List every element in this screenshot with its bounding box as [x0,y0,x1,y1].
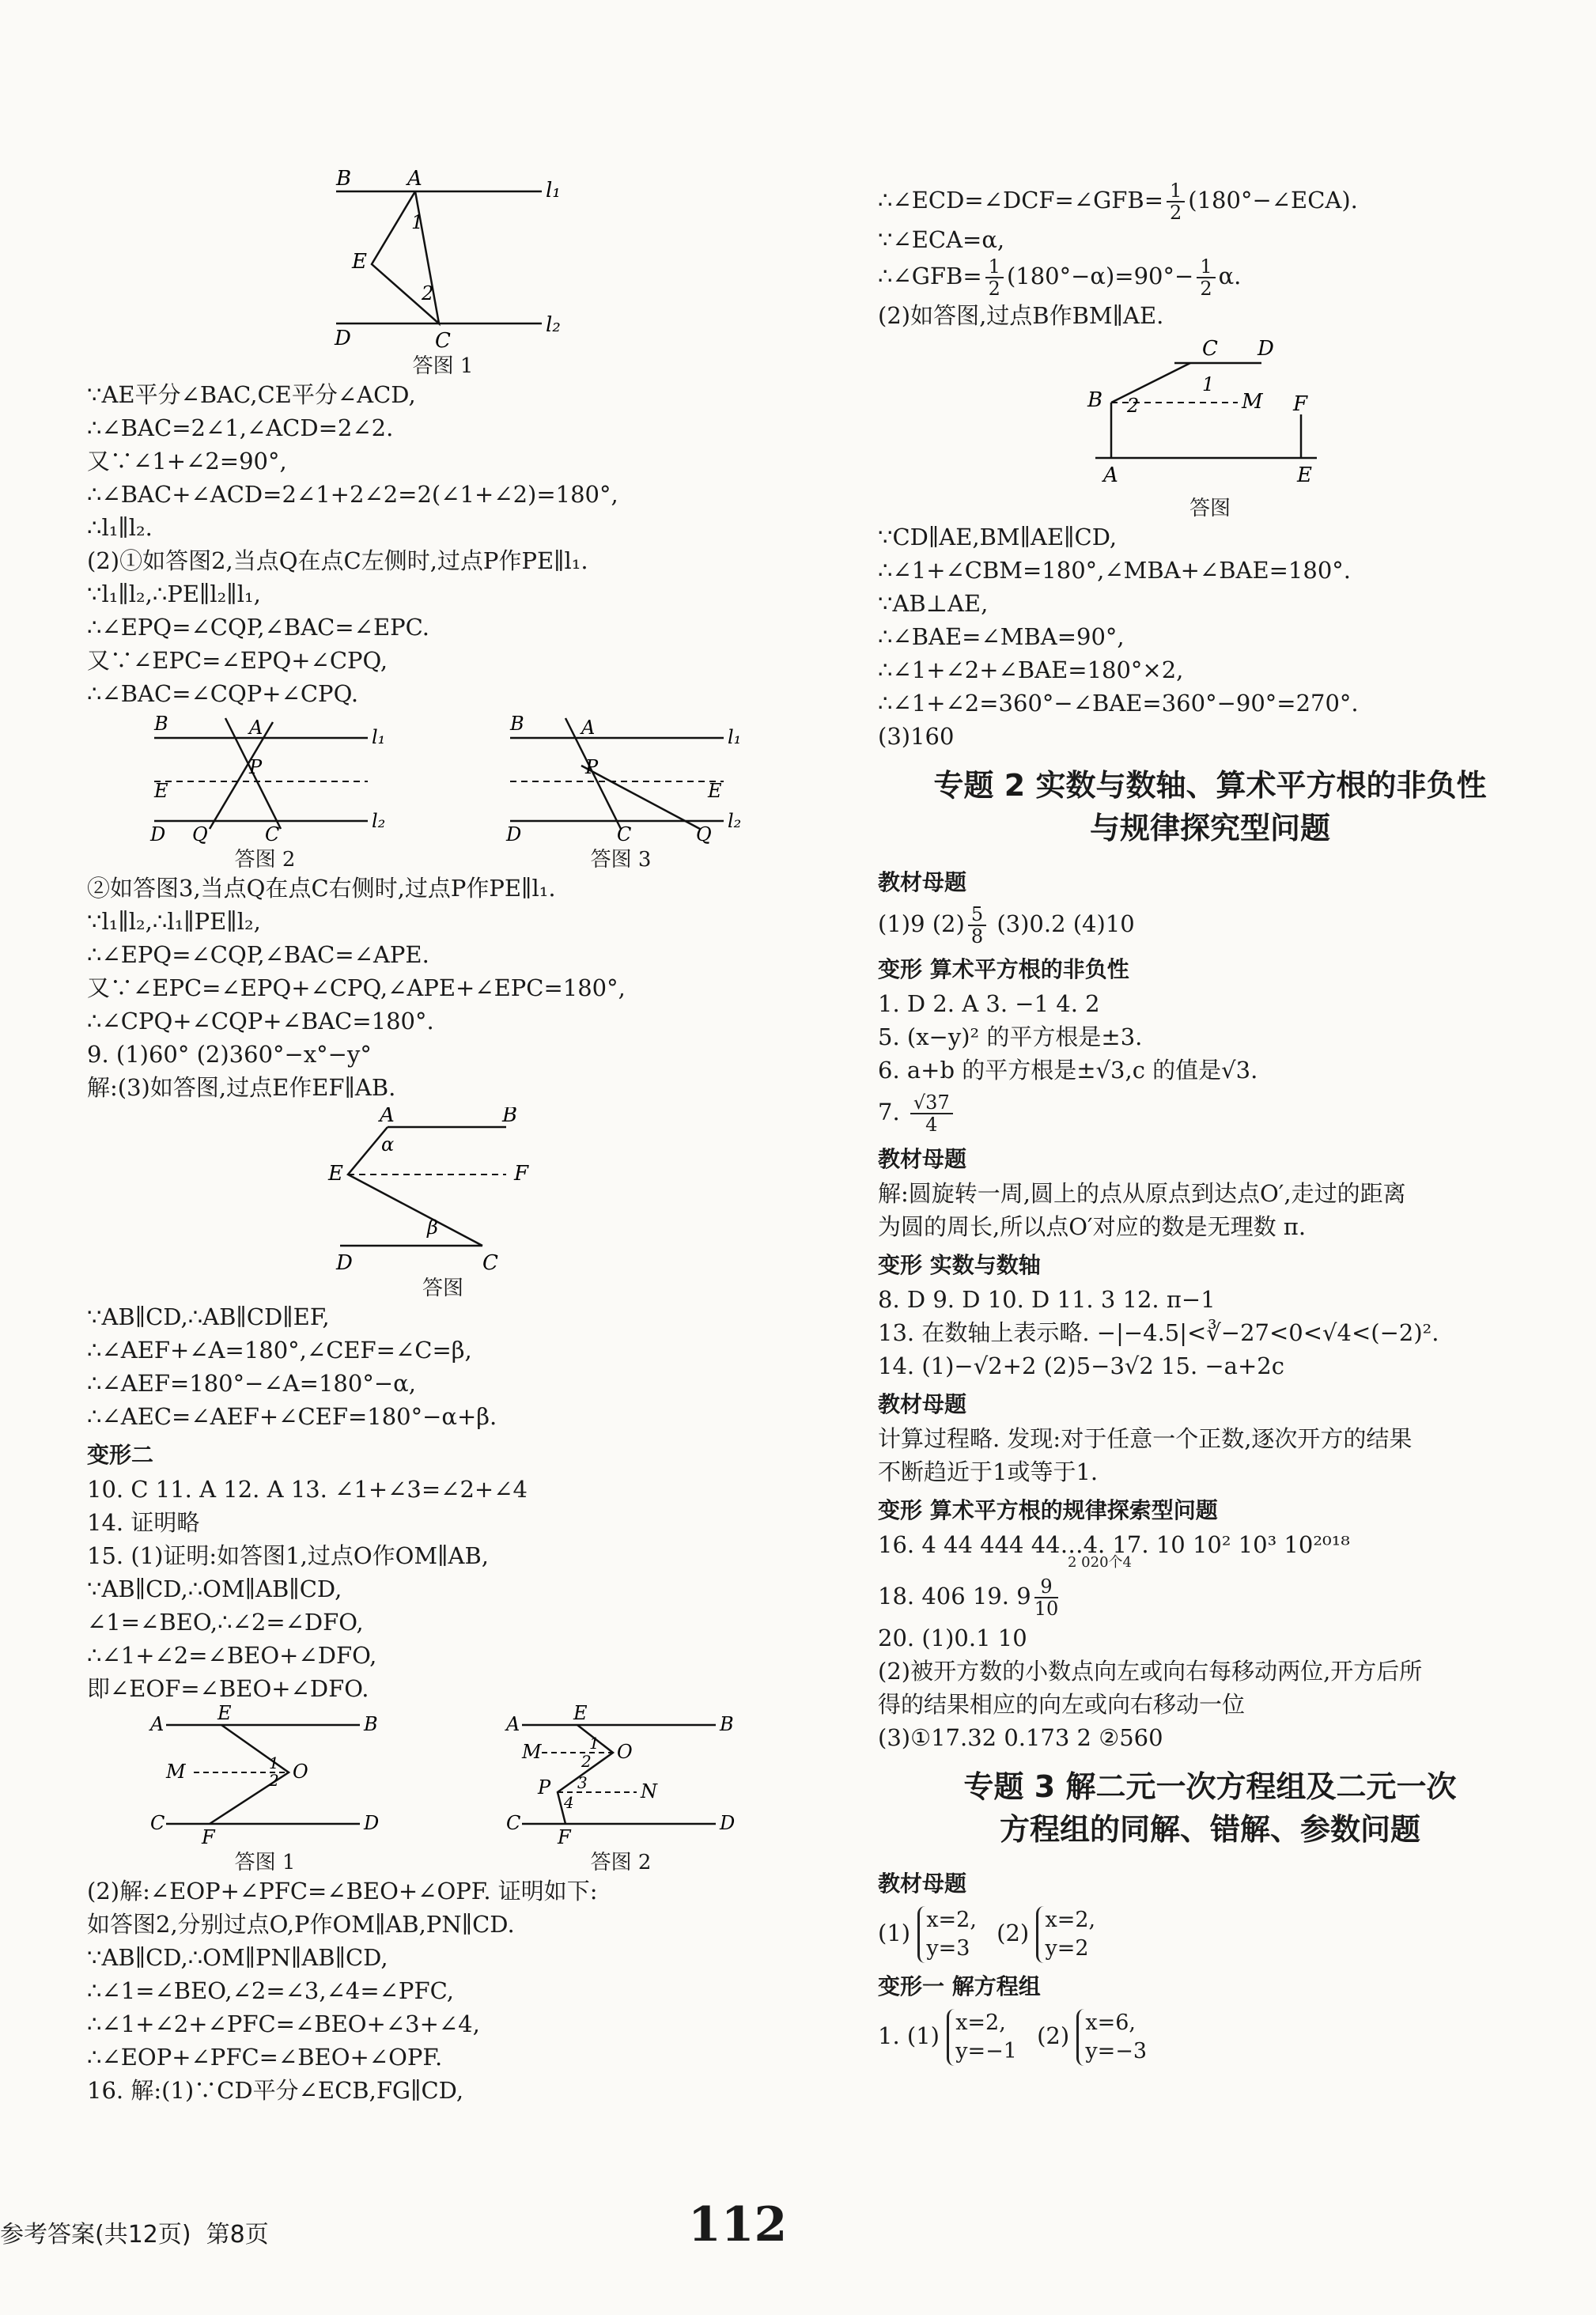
text-line: ∴∠BAC=2∠1,∠ACD=2∠2. [87,414,394,441]
svg-text:B: B [510,713,524,735]
svg-text:1: 1 [1202,373,1215,395]
figure-6-caption: 答图 2 [590,1851,652,1874]
svg-text:A: A [1103,463,1118,487]
svg-text:2: 2 [422,282,434,305]
text-line: 得的结果相应的向左或向右移动一位 [878,1691,1246,1718]
svg-text:F: F [514,1162,529,1186]
fraction-9-10: $\frac{9}{10}$ [1034,1575,1059,1620]
svg-text:E: E [352,250,367,274]
svg-text:B: B [336,169,352,191]
svg-text:D: D [336,1251,353,1273]
text-line: 13. 在数轴上表示略. −|−4.5|<∛−27<0<√4<(−2)². [878,1319,1439,1346]
text-line: 10. C 11. A 12. A 13. ∠1+∠3=∠2+∠4 [87,1476,528,1503]
fraction-root37: $\frac{√37}{4}$ [910,1092,953,1135]
section-jiaocai-4: 教材母题 [878,1871,967,1897]
figure-2-caption: 答图 2 [234,848,296,872]
text-line: ∵AB∥CD,∴OM∥PN∥AB∥CD, [87,1944,388,1971]
figure-5-caption: 答图 1 [234,1851,296,1874]
page-number: 112 [688,2197,788,2253]
svg-text:l₂: l₂ [728,810,742,832]
text-line: ∴∠BAC=∠CQP+∠CPQ. [87,680,359,707]
answer-1-systems: 1. (1) x=2, y=−1 (2) x=6, y=−3 [878,2004,1542,2067]
section-bianxing-c: 变形 算术平方根的规律探索型问题 [878,1497,1218,1523]
mother-answer-1: (1)9 (2) $\frac{5}{8}$ (3)0.2 (4)10 [878,903,1135,948]
svg-text:2: 2 [1127,395,1140,417]
text-line: 不断趋近于1或等于1. [878,1458,1099,1485]
section-bianxing-a: 变形 算术平方根的非负性 [878,956,1129,982]
svg-text:D: D [150,823,166,845]
text-line: 解:(3)如答图,过点E作EF∥AB. [87,1074,396,1101]
svg-text:l₂: l₂ [546,313,561,337]
svg-text:B: B [502,1107,518,1127]
text-line: (2)被开方数的小数点向左或向右每移动两位,开方后所 [878,1658,1423,1685]
svg-text:D: D [335,327,351,350]
text-line: 5. (x−y)² 的平方根是±3. [878,1023,1143,1050]
text-line: (2)①如答图2,当点Q在点C左侧时,过点P作PE∥l₁. [87,547,588,574]
svg-text:D: D [364,1812,380,1834]
text-line: 计算过程略. 发现:对于任意一个正数,逐次开方的结果 [878,1425,1413,1452]
svg-text:E: E [1297,463,1312,487]
svg-text:M: M [1242,390,1263,414]
answer-16-underbrace: 2 020个4 [1068,1554,1132,1571]
svg-text:C: C [506,1812,521,1834]
svg-text:D: D [1258,337,1274,361]
figure-5 [146,1705,384,1848]
figure-4-caption: 答图 [422,1277,463,1300]
svg-text:A: A [581,717,596,739]
text-line: ∵AE平分∠BAC,CE平分∠ACD, [87,381,416,408]
text-line: ∴l₁∥l₂. [87,514,153,541]
svg-text:A: A [380,1107,395,1127]
figure-3 [486,710,755,845]
text-line: ∵l₁∥l₂,∴l₁∥PE∥l₂, [87,908,261,935]
svg-text:N: N [641,1780,657,1802]
svg-text:l₁: l₁ [546,179,561,202]
text-line: 15. (1)证明:如答图1,过点O作OM∥AB, [87,1542,489,1569]
text-line: 6. a+b 的平方根是±√3,c 的值是√3. [878,1057,1258,1084]
topic-2-title: 专题 2 实数与数轴、算术平方根的非负性 与规律探究型问题 [933,768,1487,845]
lines-d-block [87,1473,799,1705]
svg-text:E: E [217,1705,232,1724]
lines-i-block [878,1283,1542,1383]
figure-4 [324,1107,562,1273]
text-line: 14. 证明略 [87,1509,200,1536]
right-column [878,180,1542,2067]
svg-text:1: 1 [589,1734,599,1753]
text-line: (3)160 [878,723,955,750]
page-footer: 参考答案(共12页) 第8页 [0,2221,269,2249]
text-line: 解:圆旋转一周,圆上的点从原点到达点O′,走过的距离 [878,1180,1406,1207]
svg-text:F: F [202,1826,215,1848]
section-bianxing-2: 变形二 [87,1442,154,1468]
svg-text:C: C [1202,337,1218,361]
text-line: ∴∠AEF=180°−∠A=180°−α, [87,1370,416,1397]
text-line: (3)①17.32 0.173 2 ②560 [878,1724,1163,1751]
fraction-half-2: $\frac{1}{2}$ [985,256,1004,299]
text-line: ∴∠1=∠BEO,∠2=∠3,∠4=∠PFC, [87,1977,454,2004]
section-bianxing-b: 变形 实数与数轴 [878,1252,1041,1278]
svg-text:B: B [1087,388,1103,412]
figure-3-caption: 答图 3 [590,848,652,872]
text-line: ∴∠CPQ+∠CQP+∠BAC=180°. [87,1008,434,1035]
svg-text:F: F [1293,392,1308,416]
left-column [87,166,799,2107]
svg-text:A: A [506,1713,520,1735]
text-line: ∴∠BAE=∠MBA=90°, [878,623,1125,650]
figure-right-caption: 答图 [1189,497,1231,520]
svg-text:A: A [249,717,263,739]
system-2: x=2, y=2 [1036,1906,1095,1963]
svg-text:4: 4 [564,1793,574,1812]
text-line: ∠1=∠BEO,∴∠2=∠DFO, [87,1609,364,1636]
svg-text:l₁: l₁ [372,726,386,748]
mother-systems: (1) x=2, y=3 (2) x=2, y=2 [878,1901,1542,1965]
text-line: ∴∠1+∠2=360°−∠BAE=360°−90°=270°. [878,690,1359,717]
svg-text:D: D [506,823,522,845]
lines-f-block [878,520,1542,753]
text-line: 1. D 2. A 3. −1 4. 2 [878,990,1100,1017]
svg-text:B: B [364,1713,378,1735]
text-line: (2)解:∠EOP+∠PFC=∠BEO+∠OPF. 证明如下: [87,1878,598,1905]
svg-text:C: C [482,1251,498,1273]
svg-text:M: M [522,1741,542,1763]
svg-text:E: E [328,1162,343,1186]
text-line: ∴∠1+∠2+∠BAE=180°×2, [878,656,1184,683]
text-line: 又∵∠EPC=∠EPQ+∠CPQ,∠APE+∠EPC=180°, [87,974,626,1001]
svg-text:C: C [150,1812,165,1834]
topic-3-title: 专题 3 解二元一次方程组及二元一次 方程组的同解、错解、参数问题 [963,1769,1457,1847]
text-line: ∵CD∥AE,BM∥AE∥CD, [878,524,1118,550]
svg-text:α: α [381,1133,395,1156]
figure-1 [312,169,573,351]
right-line-1: ∴∠ECD=∠DCF=∠GFB= $\frac{1}{2}$ (180°−∠ECA). [878,180,1358,224]
svg-text:1: 1 [411,211,424,233]
lines-e-block [87,1874,799,2107]
svg-text:E: E [573,1705,588,1724]
svg-text:O: O [617,1741,633,1763]
svg-text:l₂: l₂ [372,810,386,832]
lines-c-block [87,1300,799,1433]
svg-text:C: C [435,329,451,351]
text-line: ∵AB∥CD,∴OM∥AB∥CD, [87,1575,342,1602]
svg-text:E: E [154,780,168,802]
answer-7: 7. $\frac{√37}{4}$ [878,1087,1542,1137]
svg-text:Q: Q [192,823,208,845]
text-line: 即∠EOF=∠BEO+∠DFO. [87,1675,369,1702]
text-line: 如答图2,分别过点O,P作OM∥AB,PN∥CD. [87,1911,515,1938]
svg-text:D: D [720,1812,736,1834]
lines-b-block [87,872,799,1104]
section-bianxing-d: 变形一 解方程组 [878,1973,1041,1999]
svg-text:E: E [708,780,722,802]
text-line: ∴∠1+∠2+∠PFC=∠BEO+∠3+∠4, [87,2010,480,2037]
text-line: ∴∠BAC+∠ACD=2∠1+2∠2=2(∠1+∠2)=180°, [87,481,618,508]
lines-g-block [878,987,1542,1087]
text-line: ∴∠EOP+∠PFC=∠BEO+∠OPF. [87,2044,443,2071]
section-jiaocai-3: 教材母题 [878,1391,967,1417]
section-jiaocai-1: 教材母题 [878,869,967,895]
svg-text:O: O [293,1761,308,1783]
text-line: ∴∠EPQ=∠CQP,∠BAC=∠APE. [87,941,429,968]
svg-text:l₁: l₁ [728,726,742,748]
text-line: 20. (1)0.1 10 [878,1625,1027,1651]
text-line: ∴∠EPQ=∠CQP,∠BAC=∠EPC. [87,614,430,641]
svg-text:2: 2 [269,1771,279,1790]
text-line: ∵l₁∥l₂,∴PE∥l₂∥l₁, [87,581,261,607]
svg-text:A: A [407,169,422,191]
svg-text:β: β [427,1216,438,1239]
figure-6 [502,1705,739,1848]
svg-text:B: B [720,1713,734,1735]
figure-2 [130,710,399,845]
svg-text:C: C [265,823,280,845]
text-line: ∴∠AEC=∠AEF+∠CEF=180°−α+β. [87,1403,497,1430]
svg-text:P: P [249,756,263,778]
svg-text:F: F [558,1826,571,1848]
svg-text:B: B [154,713,168,735]
text-line: 又∵∠EPC=∠EPQ+∠CPQ, [87,647,388,674]
text-line: 16. 解:(1)∵CD平分∠ECB,FG∥CD, [87,2077,464,2104]
lines-h-block [878,1177,1542,1243]
figure-1-caption: 答图 1 [412,354,474,378]
text-line: ②如答图3,当点Q在点C右侧时,过点P作PE∥l₁. [87,875,556,902]
text-line: 又∵∠1+∠2=90°, [87,448,287,475]
text-line: 8. D 9. D 10. D 11. 3 12. π−1 [878,1286,1216,1313]
svg-text:P: P [585,756,599,778]
svg-text:M: M [166,1761,186,1783]
text-line: 14. (1)−√2+2 (2)5−3√2 15. −a+2c [878,1352,1284,1379]
lines-j-block [878,1422,1542,1488]
right-line-4: (2)如答图,过点B作BM∥AE. [878,302,1164,329]
text-line: 为圆的周长,所以点O′对应的数是无理数 π. [878,1213,1307,1240]
system-4: x=6, y=−3 [1076,2009,1147,2066]
text-line: ∵AB∥CD,∴AB∥CD∥EF, [87,1303,330,1330]
svg-text:C: C [617,823,632,845]
svg-text:A: A [150,1713,165,1735]
svg-text:2: 2 [581,1752,592,1771]
fraction-half: $\frac{1}{2}$ [1167,180,1185,223]
svg-text:Q: Q [696,823,712,845]
system-1: x=2, y=3 [917,1906,977,1963]
text-line: ∴∠1+∠CBM=180°,∠MBA+∠BAE=180°. [878,557,1351,584]
text-line: ∴∠1+∠2=∠BEO+∠DFO, [87,1642,377,1669]
svg-text:3: 3 [577,1773,588,1792]
text-line: 9. (1)60° (2)360°−x°−y° [87,1041,372,1068]
answer-16-17: 16. 4 44 444 44…4. 17. 10 10² 10³ 10²⁰¹⁸ [878,1531,1350,1558]
svg-text:1: 1 [269,1753,279,1772]
lines-a-block [87,378,799,710]
section-jiaocai-2: 教材母题 [878,1146,967,1172]
figure-right [1080,335,1341,494]
fraction-5-8: $\frac{5}{8}$ [968,904,986,947]
svg-text:P: P [538,1776,551,1799]
text-line: ∴∠AEF+∠A=180°,∠CEF=∠C=β, [87,1337,472,1364]
system-3: x=2, y=−1 [947,2009,1017,2066]
answer-18-19: 18. 406 19. 9 $\frac{9}{10}$ [878,1575,1059,1620]
right-line-3: ∴∠GFB= $\frac{1}{2}$ (180°−α)=90°− $\frac{1}{2}$ α. [878,255,1242,300]
fraction-half-3: $\frac{1}{2}$ [1197,256,1215,299]
right-line-2: ∵∠ECA=α, [878,226,1005,253]
text-line: ∵AB⊥AE, [878,590,989,617]
lines-k-block [878,1621,1542,1754]
